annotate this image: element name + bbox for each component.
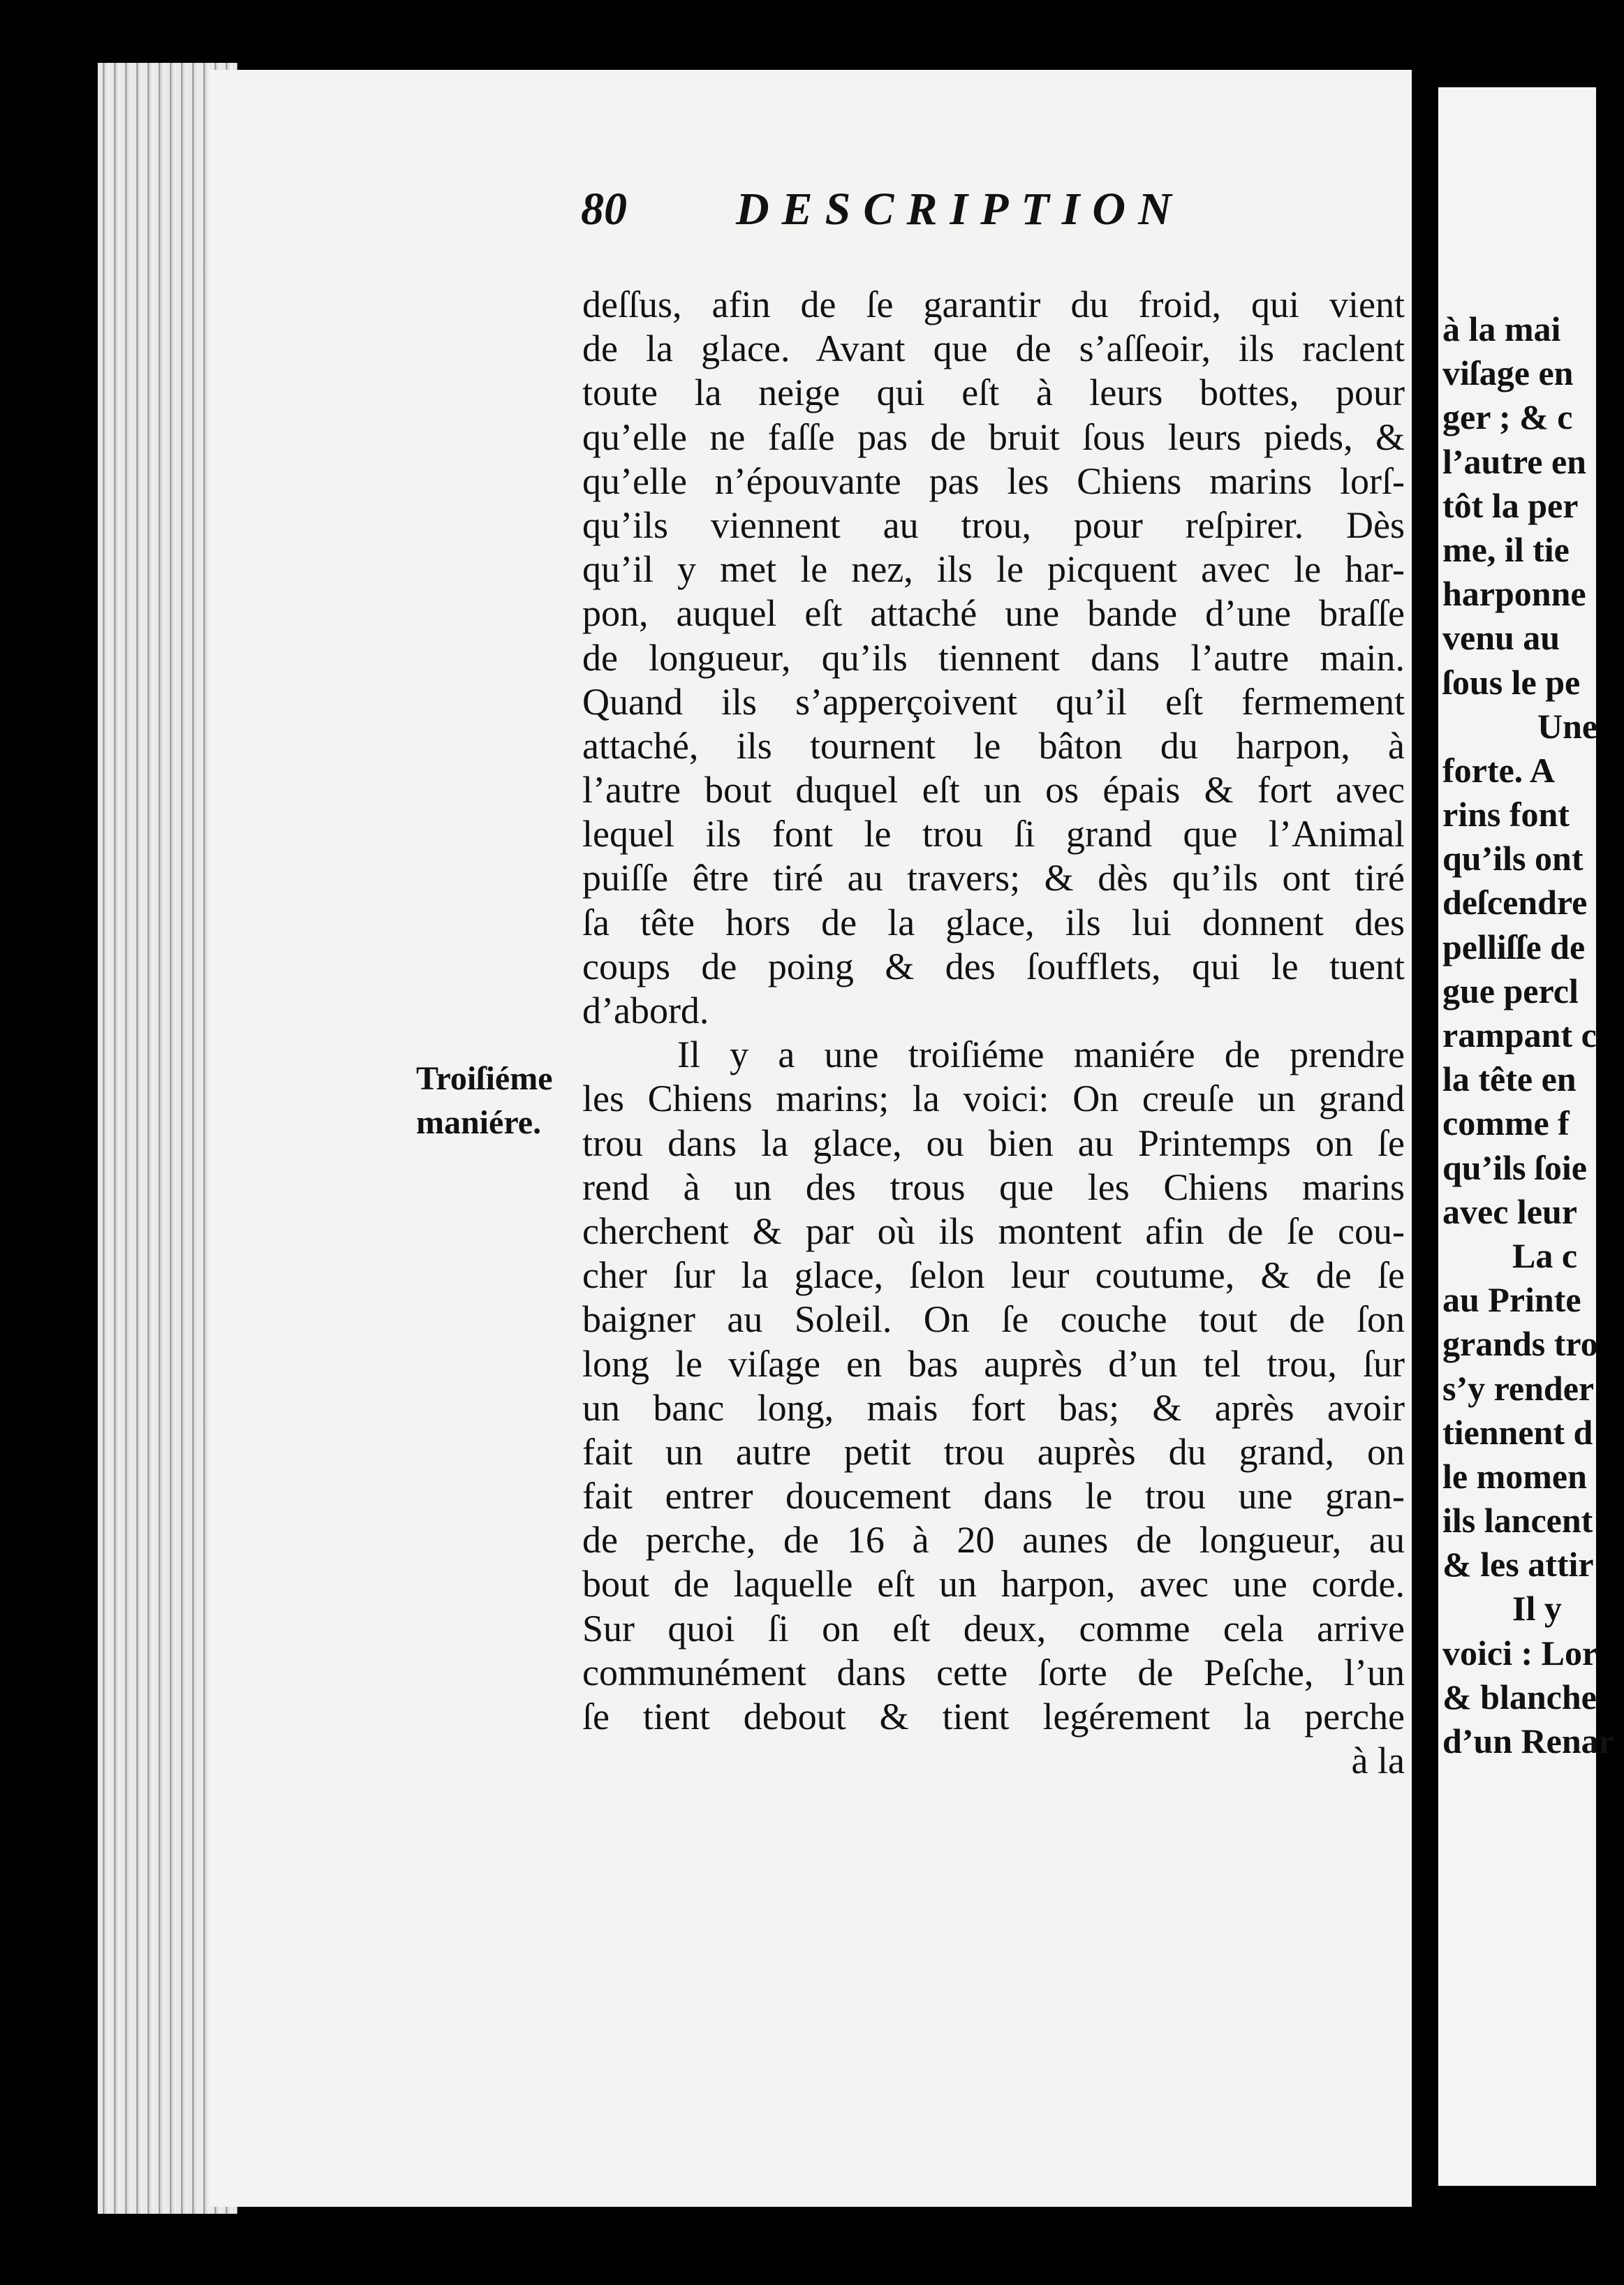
text-line: baigner au Soleil. On ſe couche tout de ſon: [582, 1298, 1405, 1341]
text-line: long le viſage en bas auprès d’un tel trou, ſur: [582, 1342, 1405, 1385]
text-line: lequel ils font le trou ſi grand que l’Animal: [582, 813, 1405, 855]
text-line: s’y render: [1442, 1368, 1595, 1408]
text-line: qu’il y met le nez, ils le picquent avec le har-: [582, 548, 1405, 591]
left-page-text: [582, 283, 1405, 1783]
text-line: le momen: [1442, 1456, 1587, 1496]
text-line: d’un Renar: [1442, 1721, 1614, 1761]
text-line: communément dans cette ſorte de Peſche, l’un: [582, 1651, 1405, 1693]
text-line: qu’elle ne faſſe pas de bruit ſous leurs pieds, &: [582, 416, 1405, 458]
text-line: Une: [1537, 706, 1598, 746]
text-line: ſous le pe: [1442, 662, 1581, 702]
text-line: & blanche: [1442, 1677, 1597, 1717]
text-line: gue percl: [1442, 971, 1579, 1011]
text-line: de perche, de 16 à 20 aunes de longueur, au: [582, 1519, 1405, 1562]
text-line: de la glace. Avant que de s’aſſeoir, ils raclent: [582, 328, 1405, 370]
text-line: rampant c: [1442, 1015, 1597, 1055]
text-line: à la mai: [1442, 309, 1561, 348]
text-line: la tête en: [1442, 1059, 1577, 1099]
text-line: ger ; & c: [1442, 397, 1573, 437]
text-line: Sur quoi ſi on eſt deux, comme cela arrive: [582, 1607, 1405, 1650]
margin-note: [416, 1057, 584, 1145]
text-line: venu au: [1442, 618, 1560, 658]
text-line: tôt la per: [1442, 485, 1579, 525]
text-line: cherchent & par où ils montent afin de ſe cou-: [582, 1210, 1405, 1252]
text-line: tiennent d: [1442, 1412, 1593, 1452]
text-line: attaché, ils tournent le bâton du harpon, à: [582, 724, 1405, 767]
text-line: La c: [1512, 1235, 1578, 1275]
text-line: Il y: [1512, 1589, 1562, 1629]
text-line: & les attir: [1442, 1545, 1594, 1585]
right-page-text: [1442, 307, 1624, 1763]
text-line: au Printe: [1442, 1280, 1581, 1320]
text-line: pelliſſe de: [1442, 927, 1586, 967]
running-head: [581, 183, 1405, 246]
text-line: qu’ils ſoie: [1442, 1147, 1587, 1187]
text-line: harponne: [1442, 574, 1586, 614]
text-line: grands tro: [1442, 1324, 1598, 1364]
text-line: ſa tête hors de la glace, ils lui donnent des: [582, 901, 1405, 943]
text-line: rins font: [1442, 795, 1570, 835]
catchword: à la: [1351, 1740, 1405, 1782]
page-number: 80: [581, 184, 627, 235]
text-line: rend à un des trous que les Chiens marins: [582, 1166, 1405, 1208]
text-line: l’autre bout duquel eſt un os épais & fort avec: [582, 769, 1405, 811]
text-line: puiſſe être tiré au travers; & dès qu’ils ont tiré: [582, 857, 1405, 899]
text-line: un banc long, mais fort bas; & après avoir: [582, 1386, 1405, 1429]
text-line: d’abord.: [582, 990, 709, 1031]
text-line: qu’ils ont: [1442, 839, 1584, 879]
text-line: comme f: [1442, 1103, 1570, 1143]
text-line: forte. A: [1442, 750, 1556, 790]
text-line: me, il tie: [1442, 529, 1570, 569]
text-line: Quand ils s’apperçoivent qu’il eſt fermement: [582, 680, 1405, 723]
text-line: coups de poing & des ſoufflets, qui le tuent: [582, 945, 1405, 987]
paragraph-start-line: Il y a une troiſiéme maniére de prendre: [677, 1034, 1405, 1076]
text-line: cher ſur la glace, ſelon leur coutume, & de ſe: [582, 1254, 1405, 1297]
text-line: les Chiens marins; la voici: On creuſe un grand: [582, 1078, 1405, 1120]
book-gutter: [1412, 77, 1438, 2186]
text-line: trou dans la glace, ou bien au Printemps on ſe: [582, 1122, 1405, 1164]
text-line: l’autre en: [1442, 441, 1586, 481]
text-line: bout de laquelle eſt un harpon, avec une corde.: [582, 1563, 1405, 1606]
text-line: qu’ils viennent au trou, pour reſpirer. Dès: [582, 504, 1405, 546]
text-line: fait un autre petit trou auprès du grand, on: [582, 1430, 1405, 1473]
text-line: ils lancent: [1442, 1501, 1593, 1541]
text-line: viſage en: [1442, 353, 1574, 393]
margin-note-line: Troiſiéme: [416, 1060, 553, 1097]
text-line: de longueur, qu’ils tiennent dans l’autre main.: [582, 636, 1405, 679]
text-line: avec leur: [1442, 1191, 1577, 1231]
text-line: ſe tient debout & tient legérement la perche: [582, 1696, 1405, 1737]
text-line: voici : Lor: [1442, 1633, 1598, 1673]
text-line: deſſus, afin de ſe garantir du froid, qui vient: [582, 284, 1405, 325]
text-line: qu’elle n’épouvante pas les Chiens marins lorſ-: [582, 460, 1405, 502]
margin-note-line: maniére.: [416, 1104, 542, 1141]
text-line: toute la neige qui eſt à leurs bottes, pour: [582, 372, 1405, 414]
page-title: DESCRIPTION: [736, 184, 1184, 235]
text-line: deſcendre: [1442, 883, 1588, 923]
text-line: fait entrer doucement dans le trou une gran-: [582, 1475, 1405, 1518]
text-line: pon, auquel eſt attaché une bande d’une braſſe: [582, 592, 1405, 635]
